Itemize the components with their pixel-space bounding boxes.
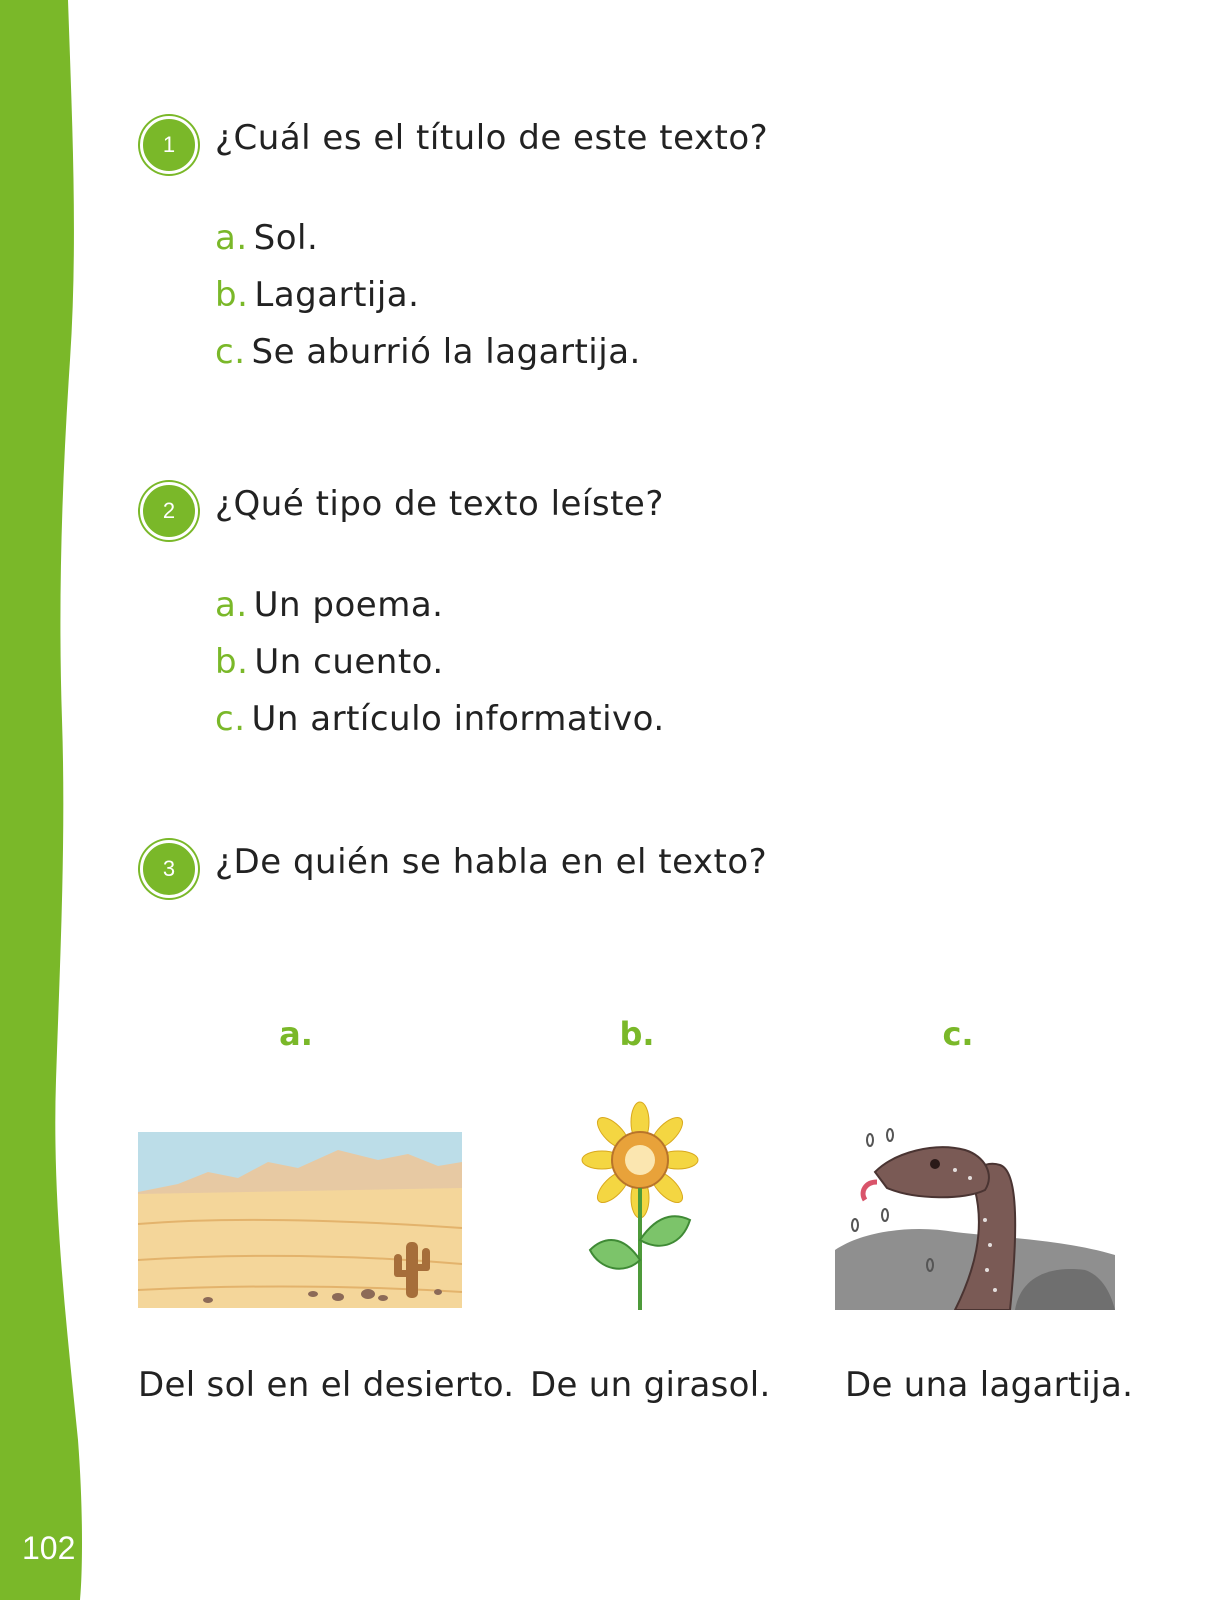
question-number-badge: 3 bbox=[140, 840, 198, 898]
option-a[interactable] bbox=[215, 218, 641, 275]
side-band bbox=[0, 0, 100, 1600]
option-c[interactable] bbox=[215, 699, 665, 756]
option-text: Un cuento. bbox=[254, 642, 444, 682]
option-a[interactable] bbox=[215, 585, 665, 642]
question-number-badge: 1 bbox=[140, 116, 198, 174]
option-b[interactable] bbox=[215, 275, 641, 332]
lizard-illustration[interactable] bbox=[835, 1120, 1115, 1310]
option-c[interactable] bbox=[215, 332, 641, 389]
question-1-options bbox=[215, 218, 641, 389]
sunflower-illustration[interactable] bbox=[580, 1100, 700, 1315]
question-text: ¿Qué tipo de texto leíste? bbox=[215, 484, 664, 524]
option-text: Sol. bbox=[253, 218, 319, 258]
option-text: Lagartija. bbox=[254, 275, 420, 315]
question-text: ¿Cuál es el título de este texto? bbox=[215, 118, 769, 158]
choice-letter-a: a. bbox=[279, 1015, 313, 1053]
option-b[interactable] bbox=[215, 642, 665, 699]
option-text: Un artículo informativo. bbox=[251, 699, 665, 739]
choice-caption-b: De un girasol. bbox=[530, 1365, 771, 1405]
desert-illustration[interactable] bbox=[138, 1132, 462, 1308]
option-letter: a. bbox=[215, 218, 248, 258]
choice-caption-c: De una lagartija. bbox=[845, 1365, 1134, 1405]
option-letter: c. bbox=[215, 332, 246, 372]
question-number-badge: 2 bbox=[140, 482, 198, 540]
option-text: Un poema. bbox=[253, 585, 444, 625]
question-2-options bbox=[215, 585, 665, 756]
option-letter: c. bbox=[215, 699, 246, 739]
choice-letter-c: c. bbox=[942, 1015, 974, 1053]
choice-caption-a: Del sol en el desierto. bbox=[138, 1365, 515, 1405]
option-text: Se aburrió la lagartija. bbox=[251, 332, 641, 372]
option-letter: b. bbox=[215, 275, 249, 315]
option-letter: b. bbox=[215, 642, 249, 682]
question-text: ¿De quién se habla en el texto? bbox=[215, 842, 768, 882]
choice-letter-b: b. bbox=[619, 1015, 655, 1053]
option-letter: a. bbox=[215, 585, 248, 625]
page-number: 102 bbox=[22, 1530, 76, 1566]
